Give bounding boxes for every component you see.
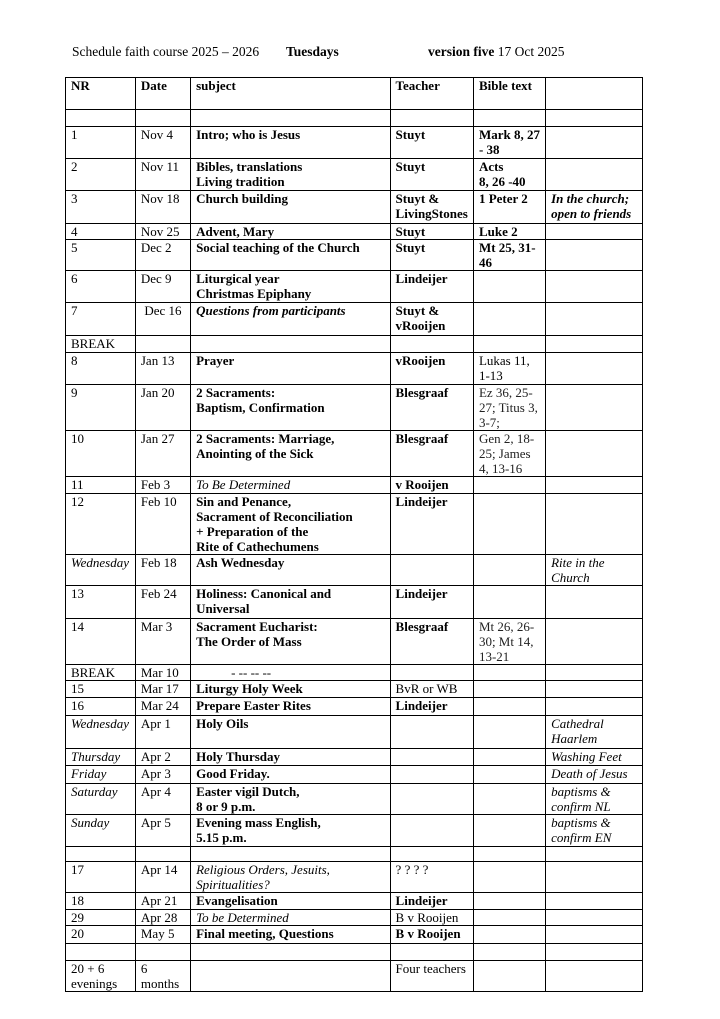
nr-cell: Sunday: [66, 815, 136, 847]
note-cell: [546, 926, 643, 944]
schedule-body: [66, 78, 643, 992]
nr-cell: 14: [66, 619, 136, 665]
note-cell: [546, 127, 643, 159]
note-cell: Death of Jesus: [546, 766, 643, 784]
table-row: [66, 385, 643, 431]
nr-cell: 4: [66, 224, 136, 240]
teacher-cell: Stuyt: [390, 127, 473, 159]
nr-cell: 13: [66, 586, 136, 619]
teacher-cell: Blesgraaf: [390, 619, 473, 665]
date-cell: Nov 25: [135, 224, 190, 240]
subject-cell: Good Friday.: [191, 766, 390, 784]
teacher-cell: [390, 766, 473, 784]
bible-cell: [473, 586, 545, 619]
subject-cell: Ash Wednesday: [191, 555, 390, 586]
teacher-cell: B v Rooijen: [390, 926, 473, 944]
note-cell: [546, 586, 643, 619]
bible-cell: [473, 477, 545, 494]
date-cell: Nov 11: [135, 159, 190, 191]
bible-cell: [473, 110, 545, 127]
teacher-cell: [390, 815, 473, 847]
teacher-cell: vRooijen: [390, 353, 473, 385]
subject-cell: 2 Sacraments: Marriage, Anointing of the Sick: [191, 431, 390, 477]
bible-cell: [473, 847, 545, 862]
date-cell: [135, 110, 190, 127]
subject-cell: Social teaching of the Church: [191, 240, 390, 271]
subject-cell: Sacrament Eucharist: The Order of Mass: [191, 619, 390, 665]
note-cell: [546, 353, 643, 385]
note-cell: [546, 681, 643, 698]
nr-cell: 9: [66, 385, 136, 431]
bible-cell: [473, 910, 545, 926]
teacher-cell: Lindeijer: [390, 893, 473, 910]
nr-cell: 17: [66, 862, 136, 893]
nr-cell: BREAK: [66, 336, 136, 353]
teacher-cell: [390, 110, 473, 127]
bible-cell: Mt 26, 26-30; Mt 14, 13-21: [473, 619, 545, 665]
date-cell: Apr 28: [135, 910, 190, 926]
table-row: [66, 303, 643, 336]
table-row: [66, 944, 643, 961]
date-cell: Feb 18: [135, 555, 190, 586]
date-cell: Dec 2: [135, 240, 190, 271]
nr-cell: 6: [66, 271, 136, 303]
note-cell: In the church; open to friends: [546, 191, 643, 224]
note-cell: [546, 910, 643, 926]
date-cell: Apr 21: [135, 893, 190, 910]
note-cell: [546, 961, 643, 992]
subject-cell: Religious Orders, Jesuits, Spiritualities?: [191, 862, 390, 893]
date-cell: Nov 4: [135, 127, 190, 159]
course-title: Schedule faith course 2025 – 2026: [72, 44, 260, 59]
note-cell: [546, 862, 643, 893]
date-cell: Dec 9: [135, 271, 190, 303]
subject-cell: Questions from participants: [191, 303, 390, 336]
note-cell: [546, 336, 643, 353]
nr-cell: [66, 847, 136, 862]
nr-cell: 16: [66, 698, 136, 716]
date-cell: [135, 336, 190, 353]
nr-cell: 5: [66, 240, 136, 271]
bible-cell: [473, 665, 545, 681]
subject-cell: Final meeting, Questions: [191, 926, 390, 944]
column-header-note: [546, 78, 643, 110]
nr-cell: [66, 944, 136, 961]
table-row: [66, 271, 643, 303]
subject-cell: - -- -- --: [191, 665, 390, 681]
table-row: [66, 494, 643, 555]
note-cell: [546, 944, 643, 961]
note-cell: [546, 303, 643, 336]
nr-cell: 20 + 6 evenings: [66, 961, 136, 992]
subject-cell: [191, 847, 390, 862]
subject-cell: [191, 961, 390, 992]
note-cell: [546, 477, 643, 494]
bible-cell: Acts 8, 26 -40: [473, 159, 545, 191]
document-header: [72, 44, 672, 64]
subject-cell: Holiness: Canonical and Universal: [191, 586, 390, 619]
bible-cell: [473, 271, 545, 303]
course-day: Tuesdays: [286, 44, 339, 59]
table-row: [66, 749, 643, 766]
version-date: 17 Oct 2025: [494, 44, 565, 59]
teacher-cell: Lindeijer: [390, 698, 473, 716]
table-row: [66, 893, 643, 910]
teacher-cell: [390, 847, 473, 862]
date-cell: Nov 18: [135, 191, 190, 224]
nr-cell: 10: [66, 431, 136, 477]
teacher-cell: Stuyt: [390, 224, 473, 240]
note-cell: [546, 271, 643, 303]
table-row: [66, 847, 643, 862]
teacher-cell: Stuyt & LivingStones: [390, 191, 473, 224]
note-cell: [546, 665, 643, 681]
nr-cell: 15: [66, 681, 136, 698]
subject-cell: Prepare Easter Rites: [191, 698, 390, 716]
date-cell: Apr 3: [135, 766, 190, 784]
teacher-cell: BvR or WB: [390, 681, 473, 698]
bible-cell: [473, 555, 545, 586]
table-row: [66, 127, 643, 159]
bible-cell: [473, 749, 545, 766]
bible-cell: [473, 961, 545, 992]
bible-cell: [473, 494, 545, 555]
column-header-subject: subject: [191, 78, 390, 110]
subject-cell: [191, 944, 390, 961]
bible-cell: [473, 303, 545, 336]
date-cell: Jan 20: [135, 385, 190, 431]
table-row: [66, 619, 643, 665]
note-cell: baptisms & confirm NL: [546, 784, 643, 815]
table-row: [66, 698, 643, 716]
subject-cell: Advent, Mary: [191, 224, 390, 240]
bible-cell: Mark 8, 27 - 38: [473, 127, 545, 159]
subject-cell: 2 Sacraments: Baptism, Confirmation: [191, 385, 390, 431]
subject-cell: Holy Thursday: [191, 749, 390, 766]
nr-cell: 1: [66, 127, 136, 159]
table-row: [66, 224, 643, 240]
bible-cell: [473, 681, 545, 698]
teacher-cell: Blesgraaf: [390, 385, 473, 431]
note-cell: [546, 698, 643, 716]
teacher-cell: [390, 749, 473, 766]
bible-cell: 1 Peter 2: [473, 191, 545, 224]
table-row: [66, 716, 643, 749]
nr-cell: BREAK: [66, 665, 136, 681]
table-row: [66, 336, 643, 353]
bible-cell: [473, 926, 545, 944]
date-cell: Mar 3: [135, 619, 190, 665]
date-cell: [135, 847, 190, 862]
teacher-cell: Stuyt & vRooijen: [390, 303, 473, 336]
date-cell: Jan 27: [135, 431, 190, 477]
date-cell: Dec 16: [135, 303, 190, 336]
date-cell: May 5: [135, 926, 190, 944]
subject-cell: [191, 336, 390, 353]
table-row: [66, 681, 643, 698]
table-row: [66, 477, 643, 494]
nr-cell: [66, 110, 136, 127]
table-row: [66, 665, 643, 681]
note-cell: Cathedral Haarlem: [546, 716, 643, 749]
date-cell: Mar 17: [135, 681, 190, 698]
date-cell: Feb 3: [135, 477, 190, 494]
table-row: [66, 159, 643, 191]
teacher-cell: Lindeijer: [390, 494, 473, 555]
table-row: [66, 431, 643, 477]
table-row: [66, 961, 643, 992]
nr-cell: 29: [66, 910, 136, 926]
table-row: [66, 240, 643, 271]
bible-cell: Lukas 11, 1-13: [473, 353, 545, 385]
nr-cell: 2: [66, 159, 136, 191]
bible-cell: [473, 944, 545, 961]
table-row: [66, 862, 643, 893]
table-row: [66, 766, 643, 784]
bible-cell: [473, 862, 545, 893]
table-row: [66, 353, 643, 385]
subject-cell: Prayer: [191, 353, 390, 385]
note-cell: baptisms & confirm EN: [546, 815, 643, 847]
date-cell: Apr 2: [135, 749, 190, 766]
table-row: [66, 110, 643, 127]
subject-cell: Church building: [191, 191, 390, 224]
nr-cell: Saturday: [66, 784, 136, 815]
teacher-cell: Blesgraaf: [390, 431, 473, 477]
teacher-cell: Four teachers: [390, 961, 473, 992]
subject-cell: Sin and Penance, Sacrament of Reconciliation + Preparation of the Rite of Cathechumens: [191, 494, 390, 555]
date-cell: Mar 10: [135, 665, 190, 681]
date-cell: Feb 10: [135, 494, 190, 555]
note-cell: Washing Feet: [546, 749, 643, 766]
date-cell: Jan 13: [135, 353, 190, 385]
nr-cell: Wednesday: [66, 555, 136, 586]
header-row: [66, 78, 643, 110]
bible-cell: Luke 2: [473, 224, 545, 240]
teacher-cell: B v Rooijen: [390, 910, 473, 926]
teacher-cell: ? ? ? ?: [390, 862, 473, 893]
subject-cell: To Be Determined: [191, 477, 390, 494]
note-cell: [546, 893, 643, 910]
note-cell: [546, 224, 643, 240]
date-cell: 6 months: [135, 961, 190, 992]
note-cell: [546, 110, 643, 127]
subject-cell: Liturgical year Christmas Epiphany: [191, 271, 390, 303]
teacher-cell: Stuyt: [390, 159, 473, 191]
teacher-cell: v Rooijen: [390, 477, 473, 494]
column-header-date: Date: [135, 78, 190, 110]
subject-cell: Holy Oils: [191, 716, 390, 749]
subject-cell: Bibles, translations Living tradition: [191, 159, 390, 191]
teacher-cell: [390, 336, 473, 353]
table-row: [66, 555, 643, 586]
table-row: [66, 586, 643, 619]
note-cell: [546, 494, 643, 555]
teacher-cell: Lindeijer: [390, 271, 473, 303]
table-row: [66, 191, 643, 224]
bible-cell: [473, 336, 545, 353]
date-cell: [135, 944, 190, 961]
bible-cell: [473, 766, 545, 784]
table-row: [66, 784, 643, 815]
version-label: version five: [428, 44, 495, 59]
subject-cell: Evening mass English, 5.15 p.m.: [191, 815, 390, 847]
date-cell: Apr 4: [135, 784, 190, 815]
date-cell: Apr 14: [135, 862, 190, 893]
subject-cell: Intro; who is Jesus: [191, 127, 390, 159]
bible-cell: Gen 2, 18-25; James 4, 13-16: [473, 431, 545, 477]
note-cell: [546, 159, 643, 191]
column-header-teacher: Teacher: [390, 78, 473, 110]
bible-cell: [473, 893, 545, 910]
teacher-cell: [390, 944, 473, 961]
table-row: [66, 910, 643, 926]
bible-cell: Mt 25, 31-46: [473, 240, 545, 271]
date-cell: Feb 24: [135, 586, 190, 619]
version-info: [428, 44, 565, 60]
bible-cell: [473, 784, 545, 815]
table-row: [66, 926, 643, 944]
subject-cell: Evangelisation: [191, 893, 390, 910]
nr-cell: Wednesday: [66, 716, 136, 749]
teacher-cell: [390, 665, 473, 681]
bible-cell: [473, 815, 545, 847]
subject-cell: Easter vigil Dutch, 8 or 9 p.m.: [191, 784, 390, 815]
nr-cell: Thursday: [66, 749, 136, 766]
nr-cell: 18: [66, 893, 136, 910]
nr-cell: 12: [66, 494, 136, 555]
schedule-table: [65, 77, 643, 992]
bible-cell: [473, 698, 545, 716]
teacher-cell: Stuyt: [390, 240, 473, 271]
nr-cell: 3: [66, 191, 136, 224]
nr-cell: 11: [66, 477, 136, 494]
date-cell: Apr 5: [135, 815, 190, 847]
teacher-cell: [390, 716, 473, 749]
note-cell: [546, 385, 643, 431]
teacher-cell: [390, 555, 473, 586]
column-header-bible: Bible text: [473, 78, 545, 110]
note-cell: [546, 431, 643, 477]
bible-cell: [473, 716, 545, 749]
table-row: [66, 815, 643, 847]
teacher-cell: Lindeijer: [390, 586, 473, 619]
date-cell: Mar 24: [135, 698, 190, 716]
note-cell: [546, 240, 643, 271]
teacher-cell: [390, 784, 473, 815]
note-cell: [546, 619, 643, 665]
subject-cell: Liturgy Holy Week: [191, 681, 390, 698]
nr-cell: 20: [66, 926, 136, 944]
date-cell: Apr 1: [135, 716, 190, 749]
nr-cell: 7: [66, 303, 136, 336]
column-header-nr: NR: [66, 78, 136, 110]
bible-cell: Ez 36, 25-27; Titus 3, 3-7;: [473, 385, 545, 431]
note-cell: Rite in the Church: [546, 555, 643, 586]
subject-cell: To be Determined: [191, 910, 390, 926]
nr-cell: 8: [66, 353, 136, 385]
subject-cell: [191, 110, 390, 127]
note-cell: [546, 847, 643, 862]
nr-cell: Friday: [66, 766, 136, 784]
